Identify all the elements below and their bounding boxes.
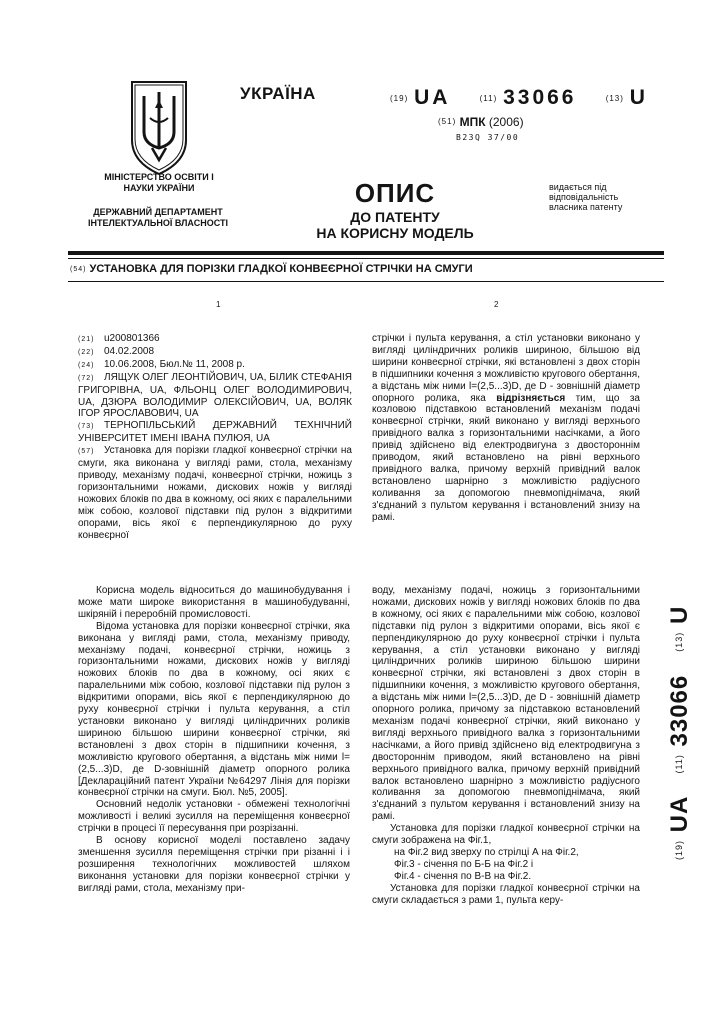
biblio-text: 04.02.2008: [104, 345, 155, 357]
department-name: ДЕРЖАВНИЙ ДЕПАРТАМЕНТ ІНТЕЛЕКТУАЛЬНОЇ ВЛАСНОСТІ: [88, 207, 228, 228]
invention-title-line: [70, 263, 473, 275]
ipc-label: МПК: [459, 115, 486, 129]
figure-list-item: Фіг.3 - січення по Б-Б на Фіг.2 і: [394, 858, 534, 870]
country-name: УКРАЇНА: [240, 84, 316, 103]
issued-note: видається під відповідальність власника патенту: [549, 182, 623, 212]
claim-text-before: стрічки і пульта керування, а стіл установки виконано у вигляді циліндричних роликів шириною, більшою від ширини конвеєрної стрічки, які встановлені з двох сторін в підшипники кочення з можливістю кругового обертання, а відстань між ними l=(2,5...3)D, де D - зовнішній діаметр опорного ролика, яка: [372, 333, 640, 404]
claim-distinguishing-word: відрізняється: [496, 392, 566, 404]
patent-number-tag: (11): [479, 94, 498, 103]
invention-title-tag: (54): [70, 266, 87, 273]
side-number-tag: (11): [674, 754, 684, 774]
trident-icon: [128, 78, 190, 178]
kind-code-tag: (13): [605, 94, 624, 103]
biblio-text: u200801366: [104, 333, 160, 344]
description-paragraph: Основний недолік установки - обмежені технологічні можливості і великі зусилля на переміщення конвеєрної стрічки в процесі її пересування при розрізанні.: [78, 799, 350, 835]
biblio-inventors: [78, 372, 352, 421]
figure-list-item: Фіг.4 - січення по В-В на Фіг.2.: [394, 870, 532, 882]
side-kind-tag: (13): [674, 631, 684, 652]
biblio-application-number: [78, 333, 352, 346]
description-paragraph: Установка для порізки гладкої конвеєрної стрічки на смуги зображена на Фіг.1,: [372, 823, 640, 847]
biblio-claim-start: [78, 445, 352, 541]
biblio-tag: (57): [78, 448, 95, 456]
biblio-filing-date: [78, 346, 352, 359]
biblio-text: Установка для порізки гладкої конвеєрної стрічки на смуги, яка виконана у вигляді рами, стола, механізму приводу, механізму подачі, конвеєрної стрічки, ножиць з горизонтальними ножами, дискових ножів у вигляді ножових блоків по два в кожному, осі яких є паралельними між собою, козлової підставки під рулон з відкритими опорами, вісь якої є перпендикулярною до руху конвеєрної: [78, 445, 352, 541]
ministry-name: МІНІСТЕРСТВО ОСВІТИ І НАУКИ УКРАЇНИ: [104, 172, 214, 193]
side-country-code: UA: [666, 796, 693, 833]
biblio-tag: (22): [78, 348, 95, 356]
claim-text-after: тим, що за козловою підставкою встановлений механізм подачі конвеєрної стрічки, який виконано у вигляді верхнього привідного валка з горизонтальними насічками, а його привід здійснено від електродвигуна з двостороннім приводом, який встановлено на рівні верхнього привідного валка, причому верхній привідний валок встановлено шарнірно з можливістю радіусного коливання за допомогою пневмопіднімача, який з'єднаний з пультом керування і встановлений знизу на рамі.: [372, 392, 640, 523]
biblio-tag: (21): [78, 336, 95, 343]
biblio-text: ТЕРНОПІЛЬСЬКИЙ ДЕРЖАВНИЙ ТЕХНІЧНИЙ УНІВЕРСИТЕТ ІМЕНІ ІВАНА ПУЛЮЯ, UA: [78, 420, 352, 445]
ipc-class: B23Q 37/00: [456, 133, 520, 142]
ipc-line: [438, 115, 524, 129]
biblio-text: ЛЯЩУК ОЛЕГ ЛЕОНТІЙОВИЧ, UA, БІЛИК СТЕФАНІЯ ГРИГОРІВНА, UA, ФЛЬОНЦ ОЛЕГ ВОЛОДИМИРОВИЧ, UA, ДЗЮРА ВОЛОДИМИР ОЛЕКСІЙОВИЧ, UA, ВОЛЯК ІГОР ЯРОСЛАВОВИЧ, UA: [78, 371, 352, 420]
description-paragraph: Корисна модель відноситься до машинобудування і може мати широке використання в машинобудуванні, шкіряній і переробній промисловості.: [78, 585, 350, 620]
header-divider-thick: [68, 251, 664, 255]
biblio-owner: [78, 420, 352, 445]
description-right-column: [372, 585, 640, 906]
column-number-left: 1: [216, 300, 221, 309]
biblio-tag: (24): [78, 361, 95, 369]
document-subtitle-line-1: ДО ПАТЕНТУ: [350, 209, 440, 225]
biblio-publication: [78, 359, 352, 372]
side-patent-number: 33066: [666, 674, 693, 747]
coat-of-arms-emblem: [128, 78, 190, 178]
side-code-tag: (19): [674, 839, 684, 860]
figure-list-item: на Фіг.2 вид зверху по стрілці А на Фіг.2,: [394, 846, 579, 858]
document-number-line: [390, 86, 648, 110]
description-left-column: [78, 585, 350, 895]
biblio-tag: (72): [78, 374, 95, 382]
side-patent-stamp: [610, 590, 724, 890]
description-paragraph: воду, механізму подачі, ножиць з горизонтальними ножами, дискових ножів у вигляді ножових блоків по два в кожному, осі яких є паралельними між собою, козлової підставки під рулон з відкритими опорами, вісь якої є перпендикулярною до руху конвеєрної стрічки і пульта керування, а стіл установки виконано у вигляді циліндричних роликів шириною більшою ширини конвеєрної стрічки, які встановлені з двох сторін в підшипники кочення, з можливістю кругового обертання, а відстань між ними l=(2,5...3)D, де D - зовнішній діаметр опорного ролика, причому за підставкою встановлений механізм подачі конвеєрної стрічки, який виконано у вигляді верхнього привідного валка з горизонтальними насічками, а його привід здійснено від електродвигуна з двостороннім приводом, який встановлено на рівні верхнього привідного валка, причому верхній привідний валок встановлено шарнірно з можливістю радіусного коливання за допомогою пневмопіднімача, який з'єднаний з пультом керування і встановлений знизу на рамі.: [372, 585, 640, 823]
description-paragraph: Відома установка для порізки конвеєрної стрічки, яка виконана у вигляді рами, стола, механізму приводу, механізму подачі, конвеєрної стрічки, ножиць з горизонтальними ножами, дискових ножів у вигляді ножових блоків по два в кожному, осі яких є паралельними між собою, козлової підставки під рулон з відкритими опорами, вісь якої є перпендикулярною до руху конвеєрної стрічки і пульта керування, а стіл установки виконано у вигляді циліндричних роликів шириною більшою ширини конвеєрної стрічки, які встановлені з двох сторін в підшипники кочення, з можливістю кругового обертання, а відстань між ними l=(2,5...3)D, де D-зовнішній діаметр опорного ролика [Деклараційний патент України №64297 Лінія для порізки конвеєрної стрічки на смуги. Бюл. №5, 2005].: [78, 620, 350, 799]
ipc-tag: (51): [438, 117, 457, 126]
claim-continuation: [372, 333, 640, 524]
biblio-tag: (73): [78, 423, 95, 431]
description-paragraph: Установка для порізки гладкої конвеєрної стрічки на смуги складається з рами 1, пульта керу-: [372, 882, 640, 906]
patent-number: 33066: [503, 86, 577, 109]
figure-list: [372, 847, 640, 883]
ipc-year: (2006): [488, 115, 524, 129]
document-subtitle: [280, 209, 510, 241]
kind-code: U: [629, 86, 648, 109]
title-divider: [68, 281, 664, 282]
side-stamp-text: [666, 606, 694, 860]
document-title: ОПИС: [354, 178, 436, 208]
bibliographic-data: [78, 333, 352, 541]
country-code: UA: [414, 86, 451, 109]
column-number-right: 2: [494, 300, 499, 309]
document-subtitle-line-2: НА КОРИСНУ МОДЕЛЬ: [316, 225, 474, 241]
side-kind-code: U: [666, 605, 693, 625]
description-paragraph: В основу корисної моделі поставлено задачу зменшення зусилля переміщення стрічки при різанні і і розширення технологічних можливостей шляхом виконання установки для порізки конвеєрної стрічки у вигляді рами, стола, механізму при-: [78, 835, 350, 894]
invention-title: УСТАНОВКА ДЛЯ ПОРІЗКИ ГЛАДКОЇ КОНВЕЄРНОЇ СТРІЧКИ НА СМУГИ: [89, 263, 473, 275]
header-divider-thin: [68, 258, 664, 259]
biblio-text: 10.06.2008, Бюл.№ 11, 2008 р.: [104, 358, 245, 370]
country-code-tag: (19): [390, 94, 409, 103]
